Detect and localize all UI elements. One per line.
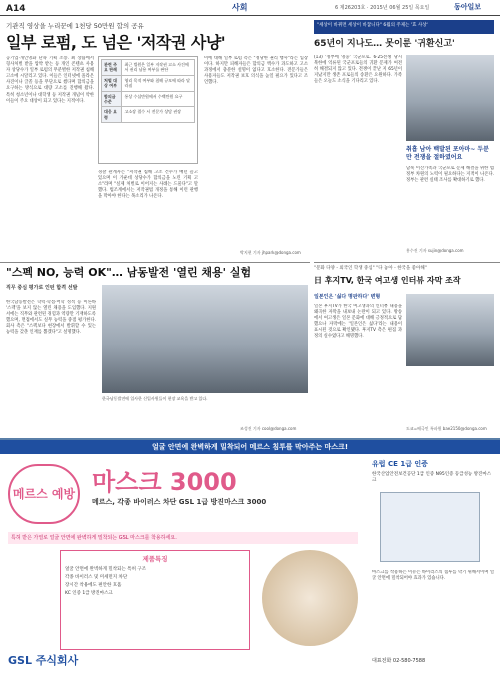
ad-top-banner: 얼굴 안면에 완벽하게 밀착되어 메르스 침투를 막아주는 마스크!: [0, 440, 500, 454]
ad-contact: 대표전화 02-580-7588: [372, 658, 426, 664]
side-sub-headline: 취흡 남아 백발된 포아마~ 두분만 전쟁을 절하였어요: [406, 146, 489, 162]
ad-feature-item: KC 인증 1급 방진마스크: [65, 590, 113, 596]
table-label: 합의금 수준: [102, 91, 122, 107]
ad-feature-item: 얼굴 안면에 완벽하게 밀착되는 특허 구조: [65, 566, 147, 572]
advertisement: [0, 438, 500, 691]
ad-company-logo: GSL 주식회사: [8, 654, 79, 667]
second-story-body: 한국남동발전은 학력·학점·어학 성적 등 이른바 '스펙'을 보지 않는 열린 채용을 도입했다. 지원서에는 직무와 관련된 경험과 역량만 기재하도록 했으며, 면접에서도 실무 능력을 중점 평가한다. 회사 측은 "스펙보다 현장에서 발휘할 수 있는 능력을 갖춘 인재를 뽑겠다"고 설명했다.: [6, 300, 96, 336]
top-story-body-mid: 경찰 관계자는 "저작권 침해 고소 건수가 매년 늘고 있으며 이 가운데 상당수가 합의금을 노린 기획 고소"라며 "실제 처벌로 이어지는 사례는 드물다"고 말했다. 법조계에서는 저작권법 개정을 통해 이런 관행을 막아야 한다는 목소리가 나온다.: [98, 170, 198, 200]
page-number: A14: [6, 4, 26, 14]
second-story-kicker: 직무 중심 평가로 인턴 합격 선발: [6, 285, 78, 291]
section-name: 사회: [232, 3, 248, 12]
table-label: 관련 주요 판례: [102, 60, 122, 76]
info-table: [98, 56, 198, 164]
top-story-headline: 일부 로펌, 도 넘은 '저작권 사냥': [6, 33, 226, 52]
second-story-photo: [102, 285, 308, 393]
table-cell: 영리 목적 여부와 침해 규모에 따라 달라짐: [122, 75, 195, 91]
top-story-body-left: 공기업·개인영화 단속 기획 소송. 최 상습에서 형사처벌 받을 압박 받는 등 개인 콘텐츠 사용자 상당수가 일부 로펌의 무분별한 저작권 침해 고소에 시달리고 있다. 이들은 인터넷에 올라온 사진이나 글꼴 등을 무단으로 썼다며 합의금을 요구하는 방식으로 대량 고소를 진행해 왔다. 특히 청소년이나 대학생 등 저작권 개념이 약한 이들이 주요 대상이 되고 있다는 지적이다.: [6, 56, 94, 104]
side-headline: 65년이 지나도… 못이룬 '귀환신고': [314, 39, 455, 49]
ad-product-name: 마스크 3000: [92, 468, 237, 496]
second-story-headline: "스펙 NO, 능력 OK"… 남동발전 '열린 채용' 실험: [6, 266, 252, 279]
ad-features-title: 제품특징: [142, 555, 168, 563]
divider: [314, 262, 500, 263]
ad-right-body: 마스크를 착용하는 이유는 바이러스의 침투를 막기 위해서이며 얼굴 안면에 밀착되어야 효과가 있습니다.: [372, 570, 494, 582]
ad-features-box: [60, 550, 250, 650]
table-cell: 통상 수십만원에서 수백만원 요구: [122, 91, 195, 107]
divider: [0, 262, 310, 263]
third-story-headline: 日 후지TV, 한국 여고생 인터뷰 자막 조작: [314, 276, 461, 285]
ad-feature-item: 장시간 착용에도 편안한 호흡: [65, 582, 122, 588]
ad-right-title: 유럽 CE 1급 인증: [372, 460, 428, 468]
page-header: [0, 0, 500, 16]
ad-sub-banner: 특허 받은 가열로 얼굴 안면에 완벽하게 밀착되는 GSL 마스크를 착용하세요.: [8, 532, 358, 544]
top-story-byline: 박지현 기자 jhpark@donga.com: [240, 250, 301, 255]
third-story-sub: 일본인은 '싫다 명판하다' 변형: [314, 294, 381, 300]
side-kicker-bar: "세상이 바뀌면 세상이 바꿉니다" 6월의 주제는 '효 사상': [314, 20, 494, 34]
ad-feature-item: 각종 바이러스 및 미세먼지 차단: [65, 574, 128, 580]
third-story-kicker: "문화 다양 - 외국인 학생 중심" "다 놓아 - 한국을 좋아해": [314, 266, 427, 271]
side-byline: 홍수진 기자 sujin@donga.com: [406, 248, 464, 253]
issue-date: 6 제26203호 · 2015년 06월 25일 목요일: [335, 5, 430, 11]
mask-product-image: [380, 492, 480, 562]
ad-tagline: 메르스, 각종 바이러스 차단 GSL 1급 방진마스크 3000: [92, 498, 267, 506]
second-story-byline: 조성진 기자 cool@donga.com: [240, 426, 297, 431]
side-body-2: 남북 이산가족과 국군포로 문제 해결을 위한 범정부 차원의 노력이 필요하다는 지적이 나온다. 정부는 관련 실태 조사를 확대하기로 했다.: [406, 166, 494, 184]
ad-right-sub: 한국산업안전보건공단 1급 인증 N95인증 등급성능 방진마스크: [372, 472, 492, 484]
side-photo: [406, 55, 494, 141]
table-cell: 고소장 접수 시 전문가 상담 권장: [122, 107, 195, 123]
ad-model-photo: [262, 550, 358, 646]
top-story-kicker: 기관직 영상을 누리꾼에 1천당 50만원 합의 공유: [6, 22, 144, 30]
side-body: (13) '정부에 영웅' 국군포로. 6·25전쟁 당시 북한에 억류된 국군포로들의 귀환 문제가 여전히 해결되지 않고 있다. 전쟁이 끝난 지 65년이 지났지만 생존 포로들의 송환은 요원하다. 가족들은 오늘도 소식을 기다리고 있다.: [314, 55, 402, 85]
third-story-byline: 도쿄=배극인 특파원 bae2150@donga.com: [406, 426, 487, 431]
table-label: 처벌 대상 여부: [102, 75, 122, 91]
newspaper-logo: 동아일보: [454, 3, 482, 11]
top-story-body-right: 이에 대해 일부 로펌 측은 "정당한 권리 행사"라는 입장이다. 하지만 피해자들은 합의금 액수가 과도하고 고소 과정에서 충분한 설명이 없다고 호소한다. 전문가들은 사용자들도 저작권 보호 의식을 높일 필요가 있다고 조언했다.: [204, 56, 308, 86]
third-story-photo: [406, 294, 494, 366]
photo-caption: 한국남동발전에 입사한 신입사원들이 현장 교육을 받고 있다.: [102, 396, 208, 401]
table-label: 대응 요령: [102, 107, 122, 123]
ad-left-title: 메르스 예방: [12, 486, 76, 501]
table-cell: 최근 법원은 일부 저작권 고소 사건에서 권리 남용 여부를 판단: [122, 60, 195, 76]
third-story-body: 일본 후지TV가 한국 여고생과의 인터뷰 내용을 왜곡한 자막을 내보내 논란이 되고 있다. 방송에서 여고생은 일본 문화에 대해 긍정적으로 답했으나 자막에는 '일본인은 싫다'라는 내용이 표시된 것으로 확인됐다. 후지TV 측은 편집 과정의 실수였다고 해명했다.: [314, 304, 402, 340]
